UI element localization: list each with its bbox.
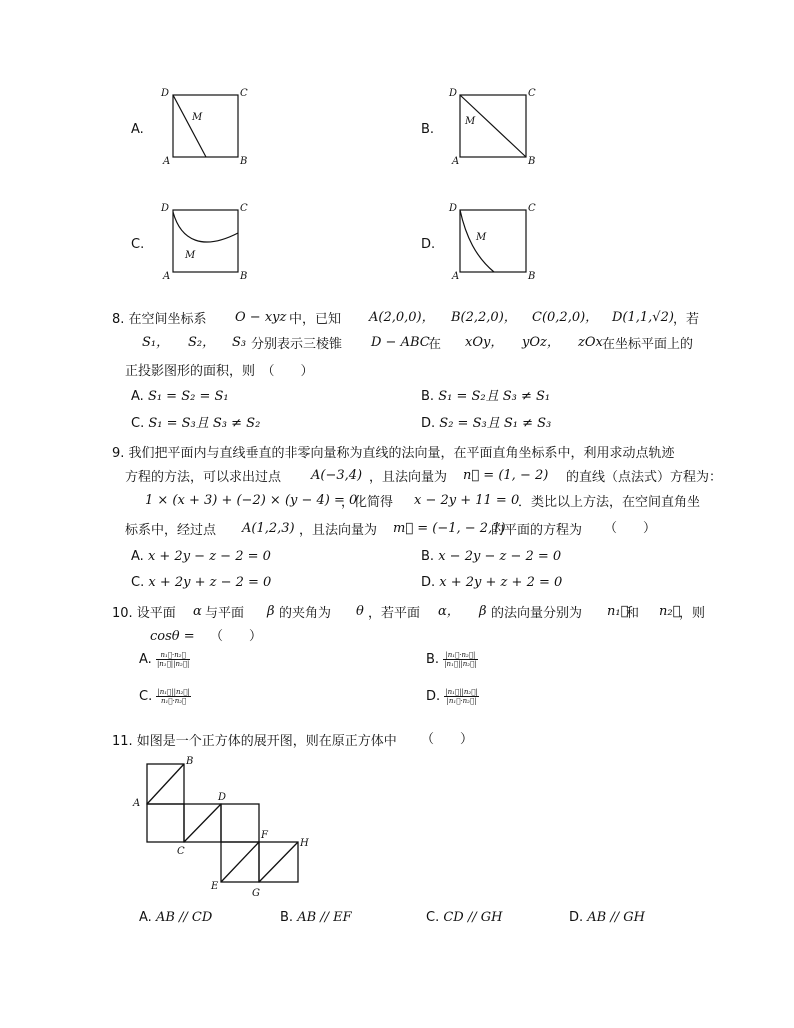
q7-option-b-letter[interactable]: B. [421, 122, 435, 137]
fraction-numerator: |n₁⃗||n₂⃗| [445, 688, 478, 696]
option-letter: B. [280, 910, 294, 925]
option-text: S₁ = S₂且 S₃ ≠ S₁ [438, 389, 551, 404]
svg-text:M: M [465, 116, 476, 127]
q10-text: ，若平面 [368, 606, 421, 621]
q10-math: α， [438, 604, 460, 619]
fraction-denominator: |n₁⃗||n₂⃗| [156, 660, 190, 668]
option-text: S₂ = S₃且 S₁ ≠ S₃ [439, 416, 552, 431]
option-text: x + 2y + z − 2 = 0 [148, 575, 272, 590]
svg-text:M: M [185, 250, 196, 261]
svg-text:C: C [240, 88, 248, 99]
svg-text:C: C [528, 203, 536, 214]
q7-option-c-diagram [155, 199, 250, 281]
q10-text: 的法向量分别为 [491, 606, 583, 621]
q9-option-d[interactable] [421, 574, 562, 592]
svg-text:B: B [240, 156, 248, 166]
q11-text: 11. 如图是一个正方体的展开图，则在原正方体中 [112, 734, 397, 749]
option-text: AB // EF [297, 910, 352, 925]
option-letter: A. [131, 389, 144, 404]
option-letter: C. [139, 689, 153, 704]
q10-answer-bracket[interactable]: （ ） [210, 629, 263, 644]
option-letter: D. [421, 416, 436, 431]
label-f: F [261, 830, 268, 841]
q9-math: A(−3,4) [311, 468, 363, 483]
option-letter: D. [569, 910, 584, 925]
label-a: A [133, 798, 141, 809]
option-letter: C. [131, 575, 145, 590]
svg-text:B: B [240, 271, 248, 281]
option-letter: B. [421, 389, 435, 404]
option-fraction [156, 688, 190, 705]
q9-option-a[interactable] [131, 548, 271, 566]
q8-text: 在坐标平面上的 [602, 337, 694, 352]
option-letter: B. [421, 549, 435, 564]
q8-math: O − xyz [235, 310, 287, 325]
cube-net-diagram [128, 752, 318, 902]
q10-text: ，则 [679, 606, 706, 621]
option-letter: D. [421, 575, 436, 590]
q9-text: ．类比以上方法，在空间直角坐 [518, 495, 701, 510]
q9-text: 9. 我们把平面内与直线垂直的非零向量称为直线的法向量，在平面直角坐标系中，利用求动点轨迹 [112, 446, 675, 461]
q7-option-b-diagram [446, 84, 541, 166]
svg-text:C: C [240, 203, 248, 214]
q8-text: 正投影图形的面积，则 （ ） [125, 364, 314, 379]
q9-text: 的直线（点法式）方程为： [566, 470, 723, 485]
fraction-numerator: n₁⃗·n₂⃗ [156, 651, 190, 660]
q8-math: S₂， [188, 335, 216, 350]
label-c: C [177, 846, 185, 857]
fraction-denominator: |n₁⃗·n₂⃗| [446, 697, 477, 705]
label-d: D [218, 792, 227, 803]
q8-text: 中，已知 [289, 312, 342, 327]
q10-math: cosθ = [150, 629, 195, 644]
q9-math: A(1,2,3) [242, 521, 295, 536]
option-letter: C. [426, 910, 440, 925]
q9-option-b[interactable] [421, 548, 561, 566]
q8-text: 分别表示三棱锥 [251, 337, 343, 352]
svg-text:A: A [452, 271, 460, 281]
q11-option-d[interactable] [569, 909, 645, 927]
option-letter: A. [139, 910, 152, 925]
q10-option-d[interactable] [426, 688, 479, 705]
label-e: E [211, 881, 219, 892]
q9-math: x − 2y + 11 = 0 [414, 493, 520, 508]
q9-option-c[interactable] [131, 574, 271, 592]
q9-text: 的平面的方程为 [491, 523, 583, 538]
q10-option-c[interactable] [139, 688, 191, 705]
q8-text: ，若 [673, 312, 700, 327]
q7-option-d-diagram [446, 199, 541, 281]
label-b: B [186, 756, 194, 767]
option-text: AB // GH [587, 910, 645, 925]
q8-math: A(2,0,0)， [369, 310, 435, 325]
q10-math: β [479, 604, 487, 619]
q10-text: 和 [626, 606, 640, 621]
q8-math: C(0,2,0)， [532, 310, 599, 325]
q8-text: 8. 在空间坐标系 [112, 312, 207, 327]
q9-math: n⃗ = (1, − 2) [463, 468, 549, 483]
q8-math: D − ABC [371, 335, 430, 350]
svg-text:D: D [449, 88, 458, 99]
option-text: x − 2y − z − 2 = 0 [438, 549, 562, 564]
q7-option-d-letter[interactable]: D. [421, 237, 436, 252]
option-letter: A. [131, 549, 144, 564]
q10-math: α [193, 604, 202, 619]
option-letter: B. [426, 652, 440, 667]
q9-text: 方程的方法，可以求出过点 [125, 470, 282, 485]
q8-text: 在 [428, 337, 442, 352]
q9-text: ，且法向量为 [299, 523, 378, 538]
svg-text:A: A [163, 271, 171, 281]
q11-option-c[interactable] [426, 909, 502, 927]
q8-math: S₃ [232, 335, 247, 350]
option-text: CD // GH [443, 910, 503, 925]
option-text: S₁ = S₂ = S₁ [147, 389, 229, 404]
option-letter: D. [426, 689, 441, 704]
label-g: G [252, 888, 260, 899]
fraction-numerator: |n₁⃗·n₂⃗| [443, 651, 477, 660]
q10-text: 与平面 [205, 606, 245, 621]
q8-math: zOx [578, 335, 603, 350]
q8-option-b[interactable] [421, 388, 550, 406]
option-text: x + 2y − z − 2 = 0 [147, 549, 271, 564]
q7-option-c-letter[interactable]: C. [131, 237, 145, 252]
q8-math: S₁， [142, 335, 170, 350]
fraction-denominator: |n₁⃗||n₂⃗| [444, 660, 477, 668]
q8-math: yOz， [522, 335, 560, 350]
option-fraction [444, 688, 478, 705]
q9-text: ，化简得 [341, 495, 394, 510]
q7-option-a-diagram [155, 84, 250, 166]
q8-math: D(1,1,√2) [612, 310, 674, 325]
svg-text:D: D [161, 203, 170, 214]
svg-text:B: B [528, 271, 536, 281]
q8-math: B(2,2,0)， [451, 310, 517, 325]
q8-math: xOy， [465, 335, 504, 350]
option-letter: C. [131, 416, 145, 431]
q8-option-a[interactable] [131, 388, 229, 406]
q10-text: 10. 设平面 [112, 606, 176, 621]
option-fraction [443, 651, 477, 668]
q10-text: 的夹角为 [279, 606, 332, 621]
q8-option-d[interactable] [421, 415, 551, 433]
q10-math: n₁⃗ [607, 604, 629, 619]
q10-math: β [267, 604, 275, 619]
svg-text:M: M [476, 232, 487, 243]
q11-answer-bracket[interactable]: （ ） [421, 732, 474, 747]
svg-text:A: A [452, 156, 460, 166]
q9-math: 1 × (x + 3) + (−2) × (y − 4) = 0 [145, 493, 358, 508]
svg-text:B: B [528, 156, 536, 166]
q9-answer-bracket[interactable]: （ ） [604, 521, 657, 536]
option-text: x + 2y + z + 2 = 0 [439, 575, 563, 590]
option-text: AB // CD [155, 910, 213, 925]
fraction-numerator: |n₁⃗||n₂⃗| [157, 688, 190, 696]
svg-text:M: M [192, 112, 203, 123]
fraction-denominator: n₁⃗·n₂⃗ [160, 697, 187, 705]
option-text: S₁ = S₃且 S₃ ≠ S₂ [148, 416, 261, 431]
q10-math: θ [356, 604, 364, 619]
label-h: H [300, 838, 309, 849]
svg-text:D: D [161, 88, 170, 99]
q9-text: 标系中，经过点 [125, 523, 217, 538]
option-fraction [156, 651, 190, 668]
q10-option-b[interactable] [426, 651, 478, 668]
q9-text: ，且法向量为 [369, 470, 448, 485]
q7-option-a-letter[interactable]: A. [131, 122, 144, 137]
q10-math: n₂⃗ [659, 604, 681, 619]
svg-text:A: A [163, 156, 171, 166]
svg-text:D: D [449, 203, 458, 214]
q9-math: m⃗ = (−1, − 2,1) [393, 521, 506, 536]
q11-option-a[interactable] [139, 909, 212, 927]
q10-option-a[interactable] [139, 651, 190, 668]
q11-option-b[interactable] [280, 909, 352, 927]
option-letter: A. [139, 652, 152, 667]
q8-option-c[interactable] [131, 415, 260, 433]
svg-text:C: C [528, 88, 536, 99]
